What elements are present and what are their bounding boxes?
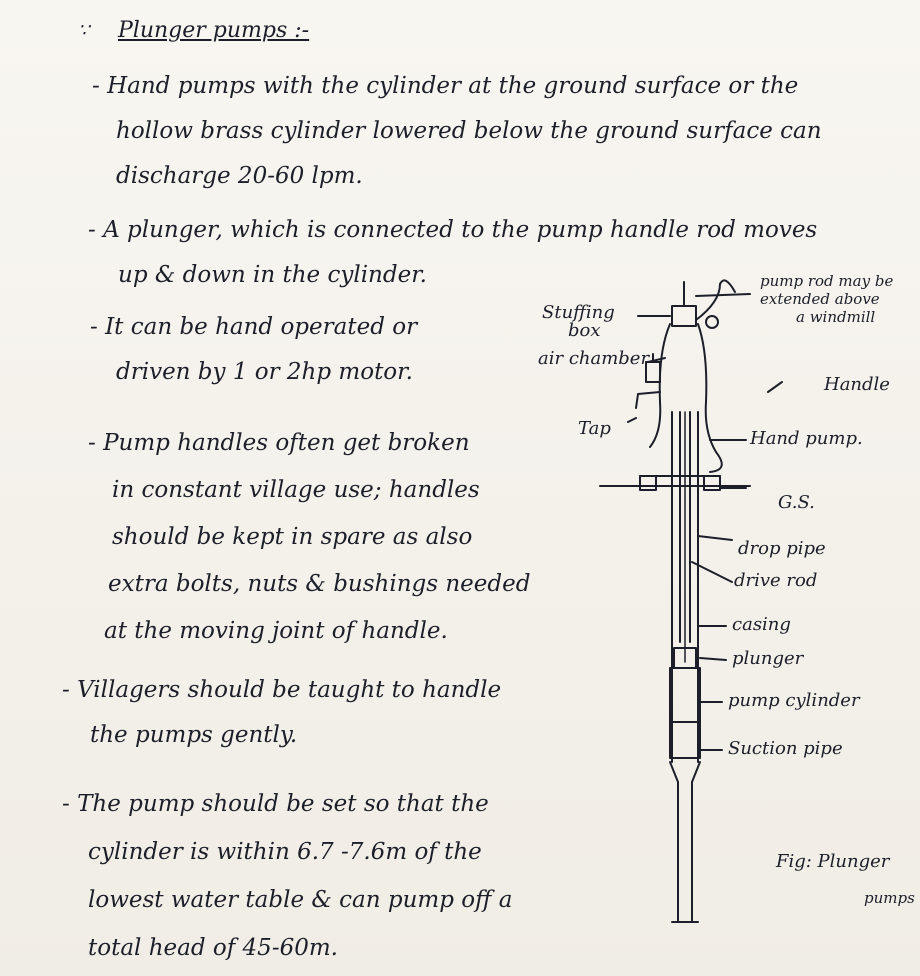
point-1-line-2: hollow brass cylinder lowered below the ground surface can [116,118,822,144]
point-4-line-1: - Pump handles often get broken [88,430,470,456]
page-title: Plunger pumps :- [118,18,310,43]
label-suction-pipe: Suction pipe [728,738,843,759]
point-6-line-3: lowest water table & can pump off a [88,887,513,913]
label-plunger: plunger [732,648,804,669]
tap-shape [636,392,660,408]
point-1 [92,64,822,199]
label-casing: casing [732,614,791,635]
arrow-handle [768,382,782,392]
point-2-line-1: - A plunger, which is connected to the pump handle rod moves [88,217,818,243]
label-stuffing-box: Stuffing box [542,302,615,341]
point-4-line-5: at the moving joint of handle. [104,618,448,644]
point-6-line-1: - The pump should be set so that the [62,791,489,817]
label-gs: G.S. [778,492,815,513]
point-5 [62,668,501,758]
label-tap: Tap [578,418,611,439]
point-3-line-2: driven by 1 or 2hp motor. [116,359,413,385]
label-hand-pump: Hand pump. [750,428,863,449]
label-handle: Handle [824,374,890,395]
point-1-line-3: discharge 20-60 lpm. [116,163,363,189]
label-pump-rod: pump rod may be extended above a windmill [760,272,894,326]
point-5-line-2: the pumps gently. [90,722,298,748]
point-3-line-1: - It can be hand operated or [90,314,418,340]
point-4 [88,420,530,655]
point-1-line-1: - Hand pumps with the cylinder at the ground surface or the [92,73,799,99]
pump-cylinder-shape [670,668,700,758]
point-4-line-3: should be kept in spare as also [112,524,473,550]
figure-caption: Fig: Plunger pumps [776,851,915,907]
bullet-dots-icon: ∵ [78,20,90,41]
pump-body-right [698,324,722,472]
plunger-pump-diagram [520,262,920,976]
point-4-line-2: in constant village use; handles [112,477,480,503]
label-drop-pipe: drop pipe [738,538,826,559]
point-4-line-4: extra bolts, nuts & bushings needed [108,571,531,597]
point-6 [62,780,512,972]
point-3 [90,305,417,395]
point-2-line-2: up & down in the cylinder. [118,262,427,288]
point-6-line-4: total head of 45-60m. [88,935,338,961]
pump-body-left [650,324,670,447]
label-drive-rod: drive rod [734,570,818,591]
label-pump-cylinder: pump cylinder [728,690,860,711]
stuffing-box-shape [672,306,696,326]
arrow-pump-rod [696,294,750,296]
suction-pipe-shape [670,762,700,922]
point-6-line-2: cylinder is within 6.7 -7.6m of the [88,839,482,865]
handle-shape [696,280,735,320]
point-5-line-1: - Villagers should be taught to handle [62,677,502,703]
label-air-chamber: air chamber [538,348,650,369]
